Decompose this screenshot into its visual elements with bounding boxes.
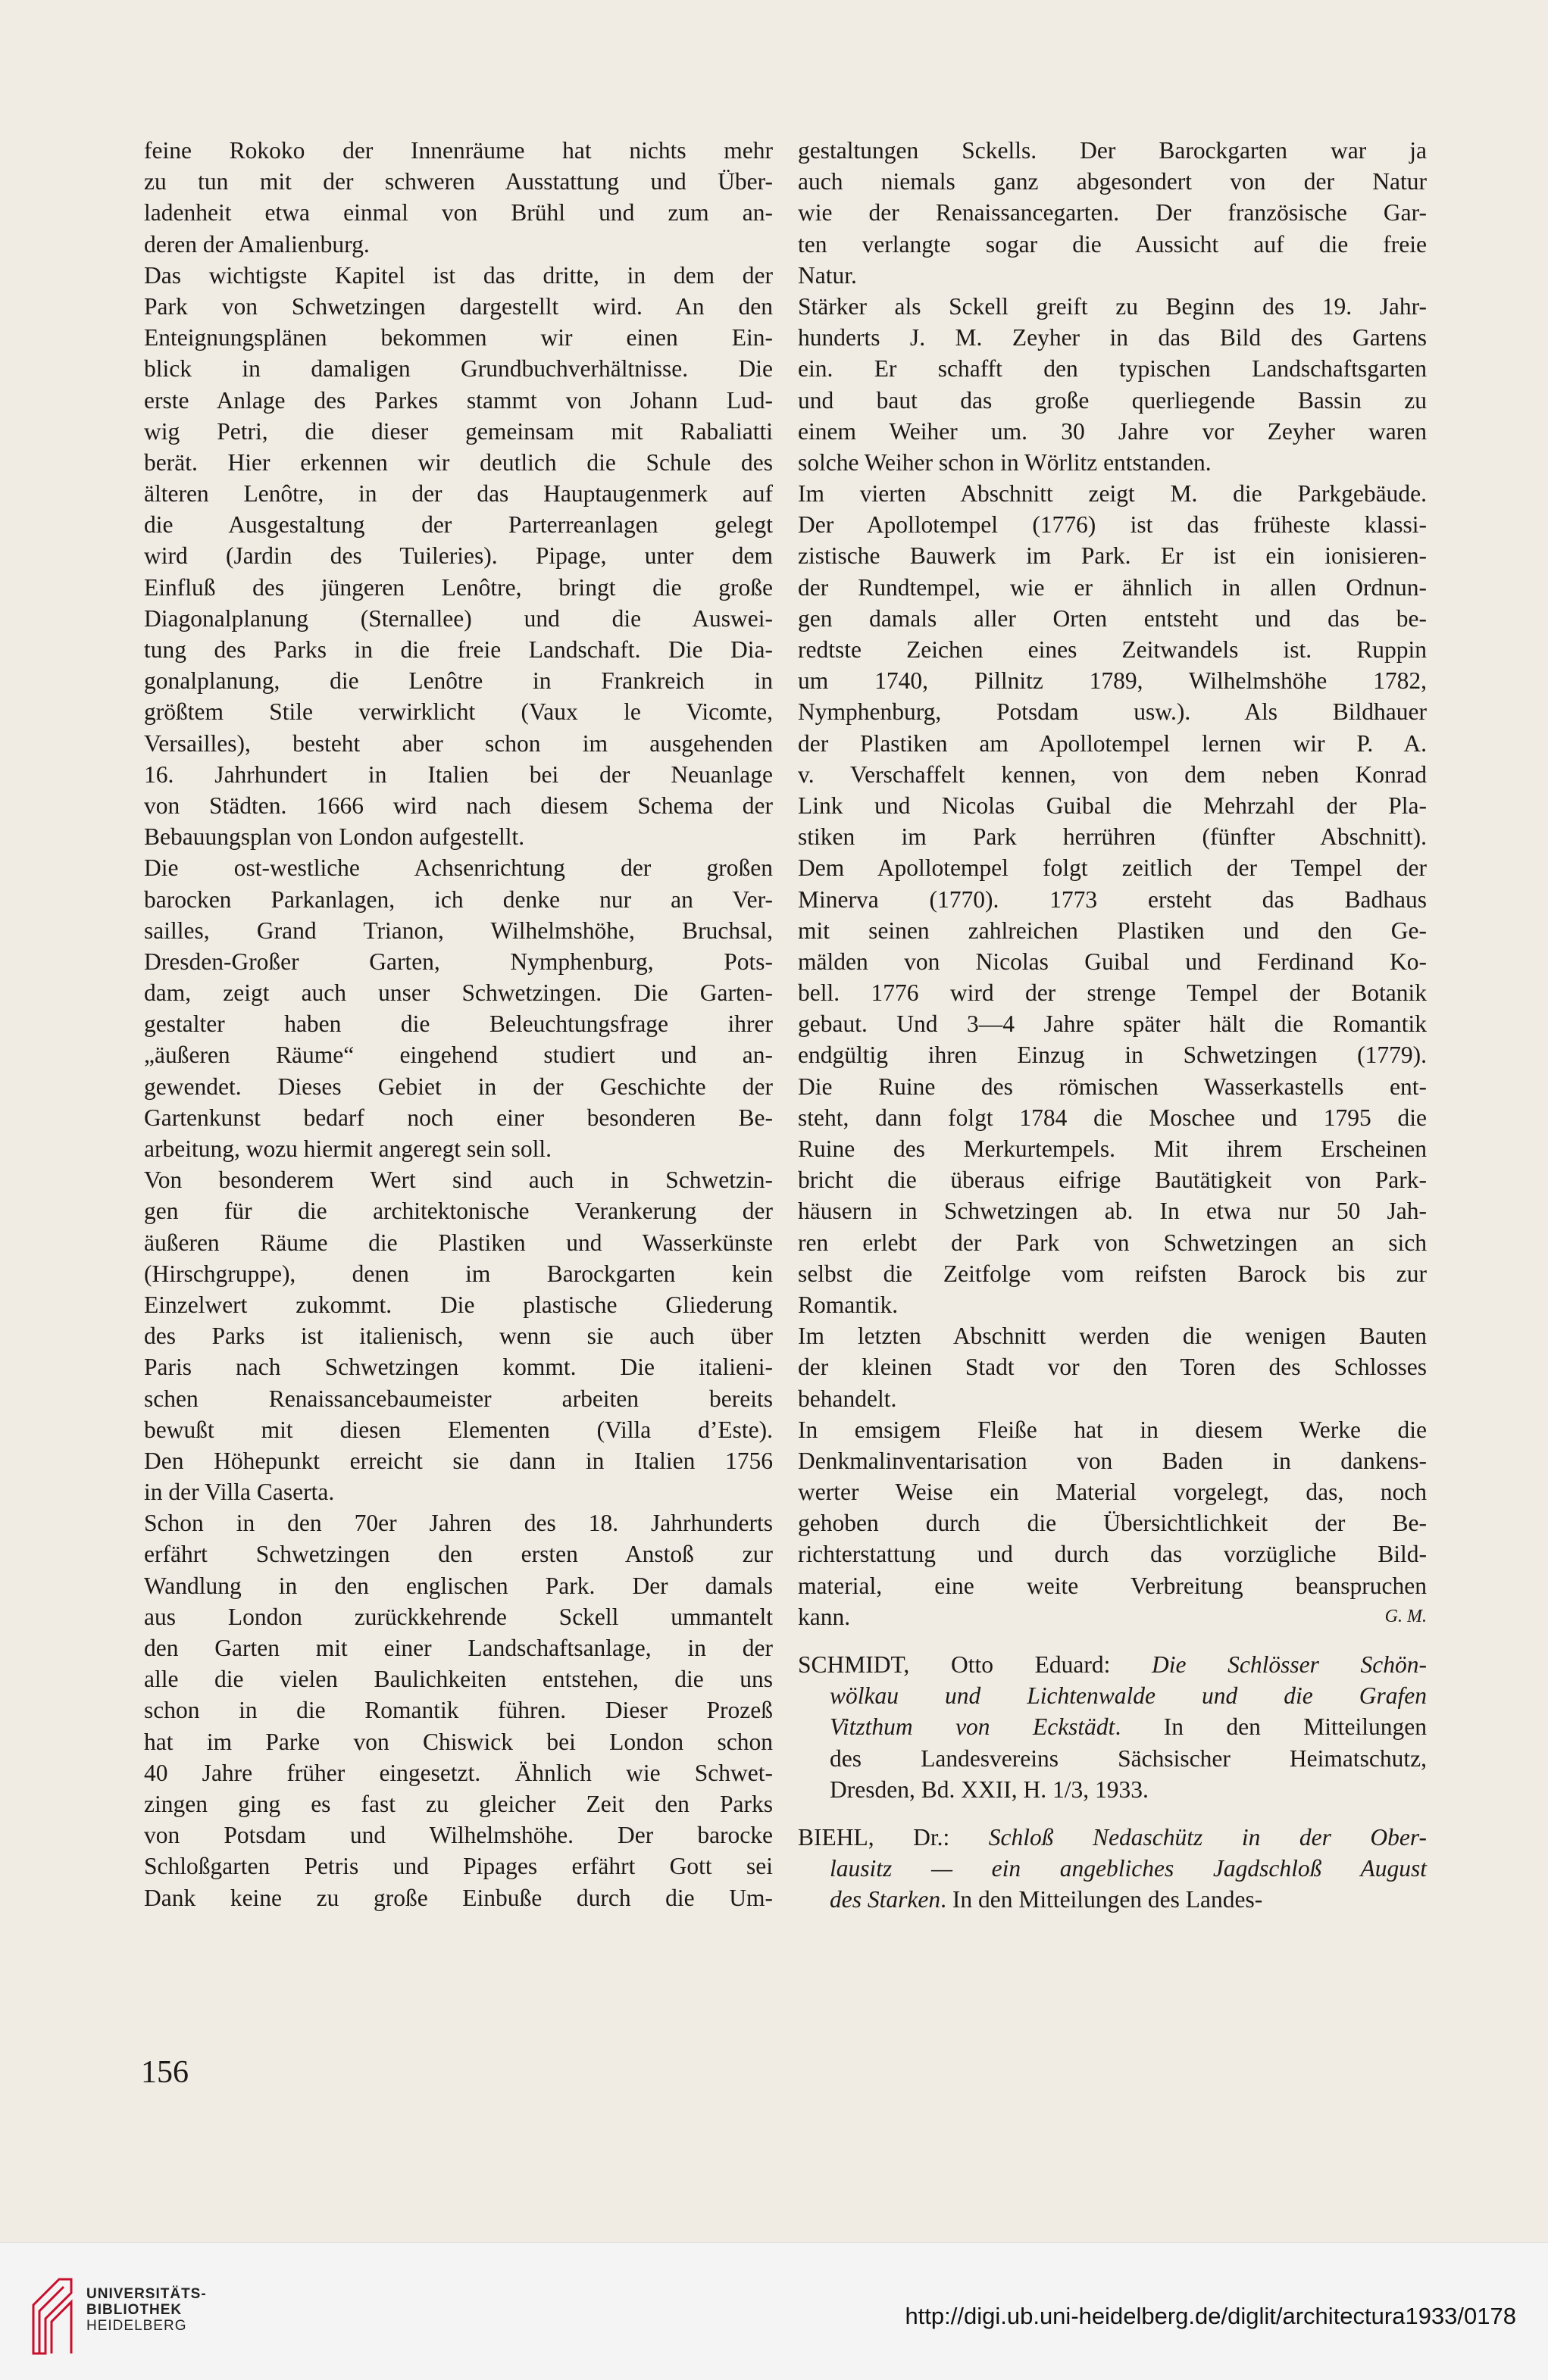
text-line: hat im Parke von Chiswick bei London schon	[144, 1728, 773, 1755]
text-line: Das wichtigste Kapitel ist das dritte, in dem der	[144, 261, 773, 289]
text-line: ladenheit etwa einmal von Brühl und zum an-	[144, 199, 773, 226]
paragraph	[798, 291, 1427, 478]
text-line: gen für die architektonische Verankerung der	[144, 1198, 773, 1225]
text-line: Diagonalplanung (Sternallee) und die Auswei-	[144, 604, 773, 632]
library-logo-icon	[29, 2275, 76, 2357]
citation-text: des Landesvereins Sächsischer Heimatschutz,	[830, 1744, 1427, 1772]
text-line: 16. Jahrhundert in Italien bei der Neuanlage	[144, 761, 773, 788]
left-text-column	[144, 135, 773, 1913]
citation-text: Dresden, Bd. XXII, H. 1/3, 1933.	[830, 1776, 1149, 1803]
paragraph	[144, 1507, 773, 1913]
text-line: der Rundtempel, wie er ähnlich in allen Ordnun-	[798, 573, 1427, 601]
title-text: Vitzthum von Eckstädt	[830, 1713, 1115, 1741]
text-line: den Garten mit einer Landschaftsanlage, in der	[144, 1635, 773, 1661]
text-line: Minerva (1770). 1773 ersteht das Badhaus	[798, 885, 1427, 913]
text-line: Enteignungsplänen bekommen wir einen Ein-	[144, 324, 773, 351]
text-line: Einfluß des jüngeren Lenôtre, bringt die große	[144, 573, 773, 601]
text-line: solche Weiher schon in Wörlitz entstanden.	[798, 448, 1212, 476]
text-line: tung des Parks in die freie Landschaft. Die Dia-	[144, 636, 773, 663]
text-line: v. Verschaffelt kennen, von dem neben Konrad	[798, 761, 1427, 788]
text-line: Einzelwert zukommt. Die plastische Gliederung	[144, 1291, 773, 1318]
text-line: mit seinen zahlreichen Plastiken und den Ge-	[798, 917, 1427, 944]
title-text: Die Schlösser Schön-	[1151, 1651, 1427, 1678]
text-line: ein. Er schafft den typischen Landschaftsgarten	[798, 355, 1427, 383]
text-line: häusern in Schwetzingen ab. In etwa nur 50 Jah-	[798, 1198, 1427, 1225]
text-line: ren erlebt der Park von Schwetzingen an sich	[798, 1229, 1427, 1256]
title-text: Schloß Nedaschütz in der Ober-	[988, 1823, 1427, 1851]
text-line: feine Rokoko der Innenräume hat nichts mehr	[144, 137, 773, 164]
text-line: von Städten. 1666 wird nach diesem Schema der	[144, 792, 773, 819]
text-line: Paris nach Schwetzingen kommt. Die italieni-	[144, 1354, 773, 1381]
text-line: material, eine weite Verbreitung beanspruchen	[798, 1572, 1427, 1599]
paragraph	[798, 1414, 1427, 1632]
text-line: äußeren Räume die Plastiken und Wasserkünste	[144, 1229, 773, 1256]
text-line: werter Weise ein Material vorgelegt, das, noch	[798, 1479, 1427, 1506]
text-line: endgültig ihren Einzug in Schwetzingen (1779).	[798, 1042, 1427, 1069]
text-line: aus London zurückkehrende Sckell ummantelt	[144, 1603, 773, 1630]
text-line: Schloßgarten Petris und Pipages erfährt Gott sei	[144, 1853, 773, 1880]
text-line: Versailles), besteht aber schon im ausgehenden	[144, 729, 773, 757]
text-line: älteren Lenôtre, in der das Hauptaugenmerk auf	[144, 480, 773, 508]
text-line: hunderts J. M. Zeyher in das Bild des Gartens	[798, 324, 1427, 351]
citation-text: . In den Mitteilungen	[1115, 1713, 1427, 1741]
bibliography-line	[798, 1774, 1427, 1805]
text-line: schen Renaissancebaumeister arbeiten bereits	[144, 1385, 773, 1412]
text-line: gestaltungen Sckells. Der Barockgarten war ja	[798, 137, 1427, 164]
text-line: Wandlung in den englischen Park. Der damals	[144, 1572, 773, 1599]
text-line: behandelt.	[798, 1385, 897, 1412]
text-line: kann. G. M.	[798, 1601, 1427, 1632]
bibliography-line	[798, 1680, 1427, 1711]
review-text	[798, 135, 1427, 1632]
text-line: barocken Parkanlagen, ich denke nur an Ver-	[144, 885, 773, 913]
text-line: Im letzten Abschnitt werden die wenigen Bauten	[798, 1323, 1427, 1350]
text-line: bell. 1776 wird der strenge Tempel der Botanik	[798, 979, 1427, 1007]
text-line: zu tun mit der schweren Ausstattung und Über-	[144, 168, 773, 195]
text-line: selbst die Zeitfolge vom reifsten Barock bis zur	[798, 1260, 1427, 1287]
text-line: Von besonderem Wert sind auch in Schwetzin-	[144, 1167, 773, 1194]
text-line: richterstattung und durch das vorzügliche Bild-	[798, 1541, 1427, 1568]
text-line: stiken im Park herrühren (fünfter Abschnitt).	[798, 823, 1427, 851]
text-line: des Parks ist italienisch, wenn sie auch über	[144, 1323, 773, 1350]
text-line: „äußeren Räume“ eingehend studiert und an-	[144, 1042, 773, 1069]
text-line: blick in damaligen Grundbuchverhältnisse. Die	[144, 355, 773, 383]
text-line: Dank keine zu große Einbuße durch die Um-	[144, 1884, 773, 1911]
paragraph	[144, 852, 773, 1164]
text-line: größtem Stile verwirklicht (Vaux le Vicomte,	[144, 698, 773, 726]
citation-text: . In den Mitteilungen des Landes-	[940, 1886, 1263, 1913]
text-line: dam, zeigt auch unser Schwetzingen. Die Garten-	[144, 979, 773, 1007]
text-line: wie der Renaissancegarten. Der französische Gar-	[798, 199, 1427, 226]
text-line: Nymphenburg, Potsdam usw.). Als Bildhauer	[798, 698, 1427, 726]
text-line: gebaut. Und 3—4 Jahre später hält die Romantik	[798, 1010, 1427, 1038]
text-line: arbeitung, wozu hiermit angeregt sein soll.	[144, 1135, 552, 1162]
title-text: wölkau und Lichtenwalde und die Grafen	[830, 1682, 1427, 1710]
text-line: um 1740, Pillnitz 1789, Wilhelmshöhe 1782,	[798, 667, 1427, 695]
text-line: bewußt mit diesen Elementen (Villa d’Este).	[144, 1416, 773, 1443]
text-line: ten verlangte sogar die Aussicht auf die freie	[798, 230, 1427, 258]
text-line: In emsigem Fleiße hat in diesem Werke die	[798, 1416, 1427, 1443]
text-line: einem Weiher um. 30 Jahre vor Zeyher waren	[798, 417, 1427, 445]
source-url-link[interactable]: http://digi.ub.uni-heidelberg.de/diglit/architectura1933/0178	[905, 2303, 1516, 2329]
title-text: lausitz — ein angebliches Jagdschloß August	[830, 1855, 1427, 1882]
text-line: gehoben durch die Übersichtlichkeit der Be-	[798, 1510, 1427, 1537]
paragraph	[144, 1164, 773, 1507]
text-line: Den Höhepunkt erreicht sie dann in Italien 1756	[144, 1447, 773, 1474]
paragraph	[144, 135, 773, 260]
text-line: (Hirschgruppe), denen im Barockgarten kein	[144, 1260, 773, 1287]
paragraph	[798, 478, 1427, 1320]
text-line: gestalter haben die Beleuchtungsfrage ihrer	[144, 1010, 773, 1038]
text-line: 40 Jahre früher eingesetzt. Ähnlich wie Schwet-	[144, 1759, 773, 1786]
text-line: alle die vielen Baulichkeiten entstehen, die uns	[144, 1666, 773, 1693]
text-line: erfährt Schwetzingen den ersten Anstoß zur	[144, 1541, 773, 1568]
text-line: mälden von Nicolas Guibal und Ferdinand Ko-	[798, 948, 1427, 975]
bibliography-line	[798, 1853, 1427, 1884]
citation-text: SCHMIDT, Otto Eduard:	[798, 1651, 1152, 1678]
text-line: Dresden-Großer Garten, Nymphenburg, Pots-	[144, 948, 773, 975]
text-line: gonalplanung, die Lenôtre in Frankreich in	[144, 667, 773, 695]
text-line: Dem Apollotempel folgt zeitlich der Tempel der	[798, 854, 1427, 882]
text-line: zistische Bauwerk im Park. Er ist ein ionisieren-	[798, 542, 1427, 570]
paragraph	[798, 1320, 1427, 1414]
text-line: die Ausgestaltung der Parterreanlagen gelegt	[144, 511, 773, 539]
text-line: redtste Zeichen eines Zeitwandels ist. Ruppin	[798, 636, 1427, 663]
bibliography-entry	[798, 1649, 1427, 1805]
bibliography-entries	[798, 1649, 1427, 1916]
text-line: wird (Jardin des Tuileries). Pipage, unter dem	[144, 542, 773, 570]
text-line: Ruine des Merkurtempels. Mit ihrem Erscheinen	[798, 1135, 1427, 1162]
text-line: wig Petri, die dieser gemeinsam mit Rabaliatti	[144, 417, 773, 445]
text-line: Romantik.	[798, 1291, 899, 1318]
bibliography-line	[798, 1884, 1427, 1915]
text-line: bricht die überaus eifrige Bautätigkeit von Park-	[798, 1167, 1427, 1194]
text-line: berät. Hier erkennen wir deutlich die Schule des	[144, 448, 773, 476]
text-line: Stärker als Sckell greift zu Beginn des 19. Jahr-	[798, 292, 1427, 320]
text-line: der Plastiken am Apollotempel lernen wir P. A.	[798, 729, 1427, 757]
text-line: Im vierten Abschnitt zeigt M. die Parkgebäude.	[798, 480, 1427, 508]
text-line: Schon in den 70er Jahren des 18. Jahrhunderts	[144, 1510, 773, 1537]
paragraph	[144, 260, 773, 853]
text-line: zingen ging es fast zu gleicher Zeit den Parks	[144, 1790, 773, 1817]
bibliography-line	[798, 1822, 1427, 1853]
text-line: schon in die Romantik führen. Dieser Prozeß	[144, 1697, 773, 1724]
text-line: der kleinen Stadt vor den Toren des Schlosses	[798, 1354, 1427, 1381]
text-line: von Potsdam und Wilhelmshöhe. Der barocke	[144, 1822, 773, 1849]
text-line: Gartenkunst bedarf noch einer besonderen Be-	[144, 1104, 773, 1131]
text-line: Park von Schwetzingen dargestellt wird. An den	[144, 292, 773, 320]
text-line: deren der Amalienburg.	[144, 230, 370, 258]
page-number: 156	[141, 2055, 189, 2090]
text-line: in der Villa Caserta.	[144, 1479, 335, 1506]
reviewer-initials: G. M.	[1384, 1606, 1427, 1626]
text-line: Denkmalinventarisation von Baden in dankens-	[798, 1447, 1427, 1474]
text-line: Die Ruine des römischen Wasserkastells ent-	[798, 1073, 1427, 1100]
citation-text: BIEHL, Dr.:	[798, 1823, 989, 1851]
text-line: Bebauungsplan von London aufgestellt.	[144, 823, 525, 851]
bibliography-entry	[798, 1822, 1427, 1916]
bibliography-line	[798, 1743, 1427, 1774]
text-line: Link und Nicolas Guibal die Mehrzahl der Pla-	[798, 792, 1427, 819]
bibliography-line	[798, 1649, 1427, 1680]
text-line: erste Anlage des Parkes stammt von Johann Lud-	[144, 386, 773, 414]
text-line: steht, dann folgt 1784 die Moschee und 1795 die	[798, 1104, 1427, 1131]
text-line: Die ost-westliche Achsenrichtung der großen	[144, 854, 773, 882]
paragraph	[798, 135, 1427, 291]
bibliography-line	[798, 1711, 1427, 1742]
text-line: und baut das große querliegende Bassin zu	[798, 386, 1427, 414]
library-name: UNIVERSITÄTS- BIBLIOTHEK HEIDELBERG	[86, 2286, 207, 2334]
text-line: sailles, Grand Trianon, Wilhelmshöhe, Bruchsal,	[144, 917, 773, 944]
text-line: Natur.	[798, 261, 857, 289]
text-line: gewendet. Dieses Gebiet in der Geschichte der	[144, 1073, 773, 1100]
title-text: des Starken	[830, 1886, 941, 1913]
text-line: gen damals aller Orten entsteht und das be-	[798, 604, 1427, 632]
right-text-column	[798, 135, 1427, 1916]
text-line: auch niemals ganz abgesondert von der Natur	[798, 168, 1427, 195]
text-line: Der Apollotempel (1776) ist das früheste klassi-	[798, 511, 1427, 539]
